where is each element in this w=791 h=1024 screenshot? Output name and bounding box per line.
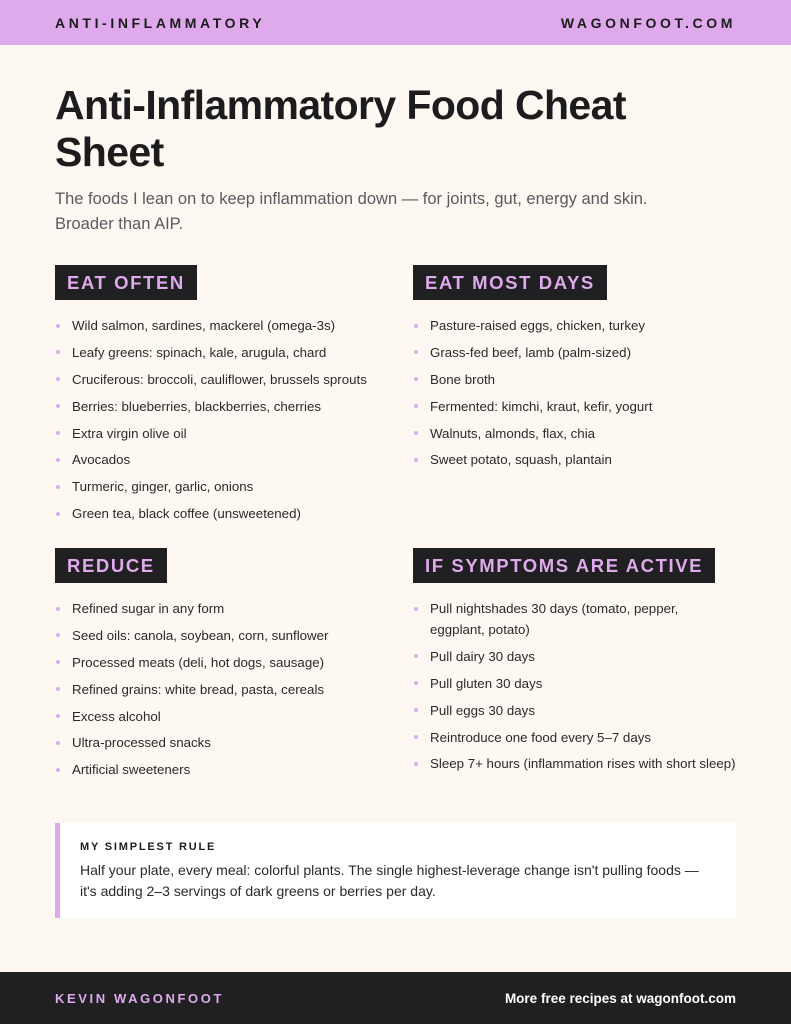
list-item: Bone broth	[413, 369, 743, 390]
section-heading: REDUCE	[55, 548, 167, 583]
list-item: Refined sugar in any form	[55, 598, 385, 619]
list-item: Green tea, black coffee (unsweetened)	[55, 503, 385, 524]
food-list	[413, 315, 743, 470]
header-bar	[0, 0, 791, 45]
list-item: Seed oils: canola, soybean, corn, sunflower	[55, 625, 385, 646]
list-item: Pull eggs 30 days	[413, 700, 736, 721]
page-title: Anti-Inflammatory Food Cheat Sheet	[55, 82, 626, 175]
section-if-symptoms-active	[413, 548, 736, 780]
food-list	[55, 315, 385, 524]
list-item: Pull nightshades 30 days (tomato, pepper, eggplant, potato)	[413, 598, 736, 640]
list-item: Turmeric, ginger, garlic, onions	[55, 476, 385, 497]
list-item: Grass-fed beef, lamb (palm-sized)	[413, 342, 743, 363]
section-heading: EAT MOST DAYS	[413, 265, 607, 300]
callout-label: MY SIMPLEST RULE	[80, 841, 217, 853]
footer-bar	[0, 972, 791, 1024]
list-item: Reintroduce one food every 5–7 days	[413, 727, 736, 748]
list-item: Berries: blueberries, blackberries, cherries	[55, 396, 385, 417]
list-item: Processed meats (deli, hot dogs, sausage)	[55, 652, 385, 673]
footer-author: KEVIN WAGONFOOT	[55, 990, 224, 1006]
list-item: Wild salmon, sardines, mackerel (omega-3s)	[55, 315, 385, 336]
callout-text: Half your plate, every meal: colorful plants. The single highest-leverage change isn't pulling foods — it's adding 2–3 servings of dark greens or berries per day.	[80, 862, 699, 899]
food-list	[413, 598, 736, 774]
list-item: Fermented: kimchi, kraut, kefir, yogurt	[413, 396, 743, 417]
list-item: Excess alcohol	[55, 706, 385, 727]
header-category: ANTI-INFLAMMATORY	[55, 14, 266, 31]
list-item: Cruciferous: broccoli, cauliflower, brussels sprouts	[55, 369, 385, 390]
list-item: Extra virgin olive oil	[55, 423, 385, 444]
list-item: Pasture-raised eggs, chicken, turkey	[413, 315, 743, 336]
list-item: Artificial sweeteners	[55, 759, 385, 780]
food-list	[55, 598, 385, 780]
list-item: Ultra-processed snacks	[55, 732, 385, 753]
footer-link[interactable]: More free recipes at wagonfoot.com	[504, 990, 736, 1006]
page-subtitle: The foods I lean on to keep inflammation down — for joints, gut, energy and skin. Broader than AIP.	[55, 190, 648, 233]
list-item: Refined grains: white bread, pasta, cereals	[55, 679, 385, 700]
section-heading: IF SYMPTOMS ARE ACTIVE	[413, 548, 715, 583]
list-item: Pull gluten 30 days	[413, 673, 736, 694]
section-eat-most-days	[413, 265, 743, 476]
list-item: Avocados	[55, 449, 385, 470]
section-eat-often	[55, 265, 385, 530]
list-item: Sweet potato, squash, plantain	[413, 449, 743, 470]
list-item: Walnuts, almonds, flax, chia	[413, 423, 743, 444]
section-reduce	[55, 548, 385, 786]
list-item: Pull dairy 30 days	[413, 646, 736, 667]
list-item: Sleep 7+ hours (inflammation rises with short sleep)	[413, 753, 736, 774]
header-site: WAGONFOOT.COM	[560, 14, 736, 31]
section-heading: EAT OFTEN	[55, 265, 197, 300]
simplest-rule-callout	[55, 823, 736, 918]
list-item: Leafy greens: spinach, kale, arugula, chard	[55, 342, 385, 363]
